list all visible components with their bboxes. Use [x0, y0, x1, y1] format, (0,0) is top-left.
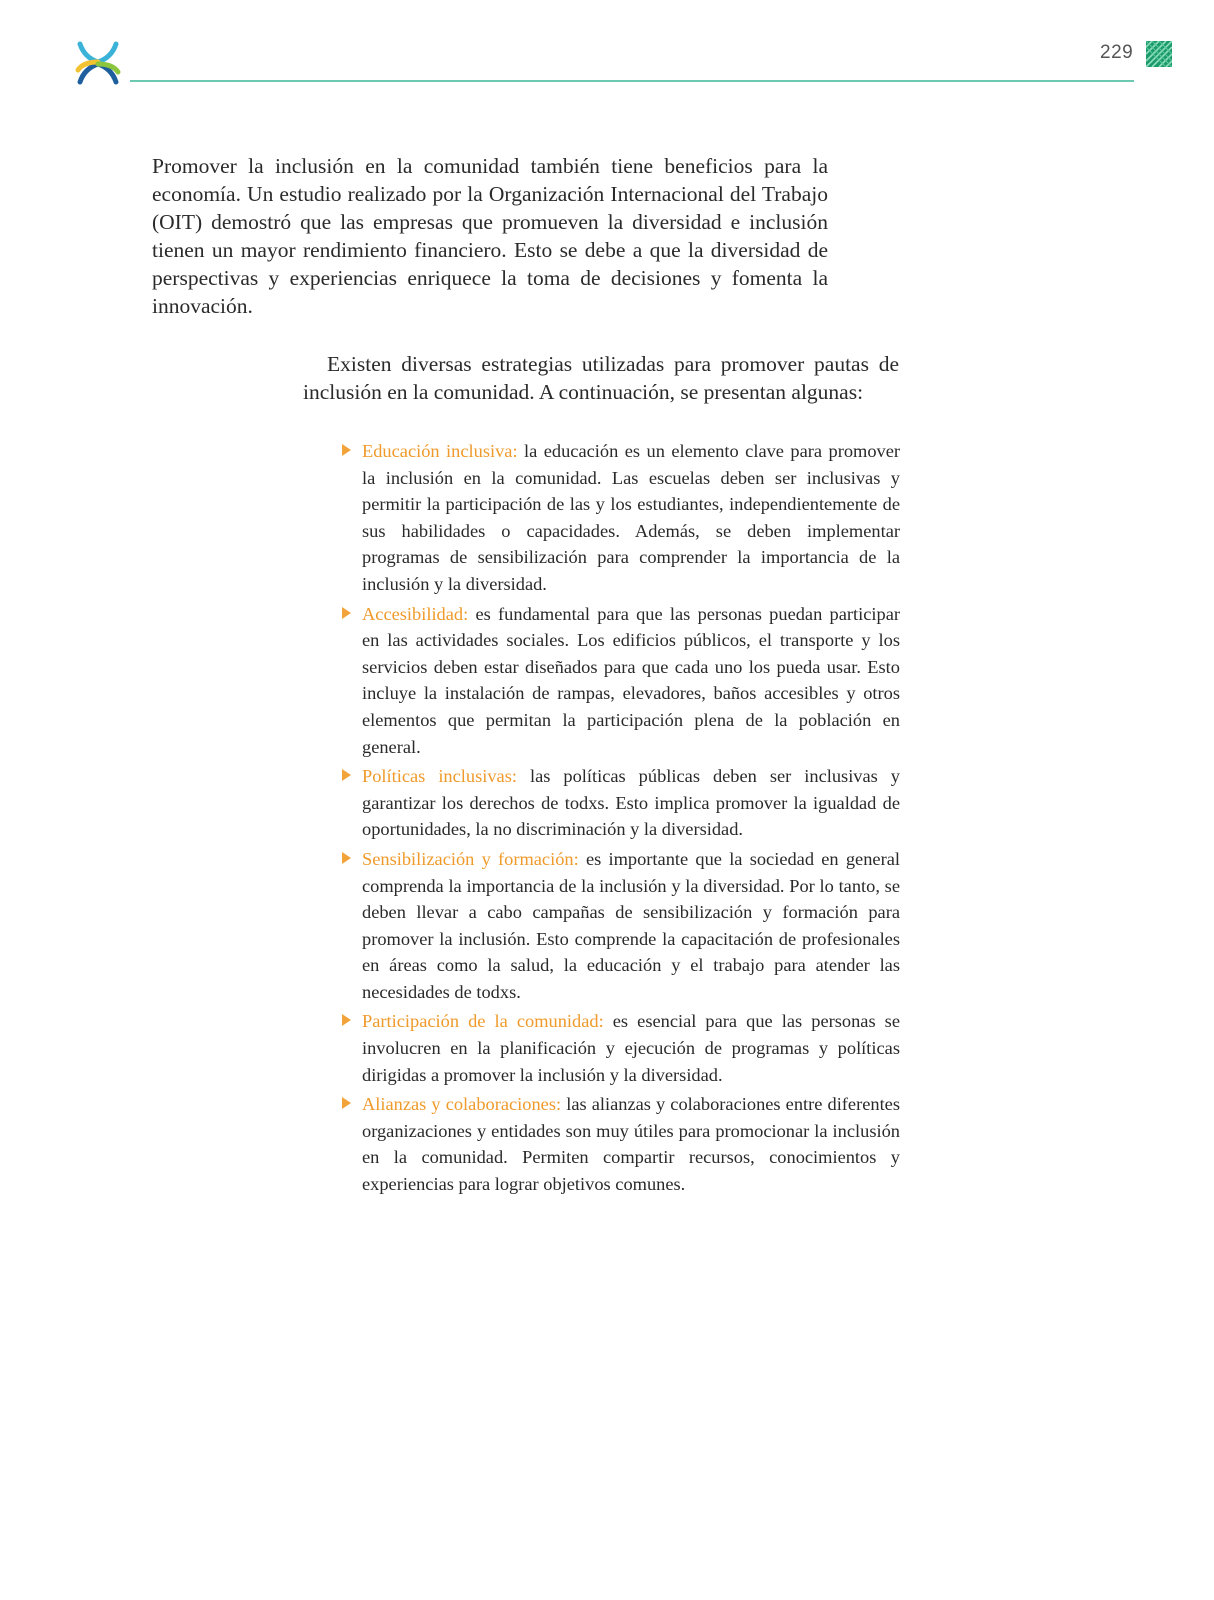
triangle-bullet-icon — [342, 607, 351, 619]
strategy-term: Educación inclusiva: — [362, 441, 518, 461]
strategy-term: Políticas inclusivas: — [362, 766, 517, 787]
triangle-bullet-icon — [342, 444, 351, 456]
intro-paragraph: Promover la inclusión en la comunidad también tiene beneficios para la economía. Un estudio realizado por la Organización Internacional del Trabajo (OIT) demostró que las empresas que promueven la diversidad e inclusión tienen un mayor rendimiento financiero. Esto se debe a que la diversidad de perspectivas y experiencias enriquece la toma de decisiones y fomenta la innovación. — [152, 154, 828, 318]
strategy-item — [340, 763, 900, 843]
triangle-bullet-icon — [342, 769, 351, 781]
triangle-bullet-icon — [342, 852, 351, 864]
strategy-term: Sensibilización y formación: — [362, 848, 579, 869]
page-number: 229 — [1100, 42, 1134, 63]
strategy-item — [340, 601, 900, 761]
green-pattern-icon — [1146, 41, 1172, 67]
triangle-bullet-icon — [342, 1014, 351, 1026]
strategy-text: las políticas públicas deben ser inclusivas y garantizar los derechos de todxs. Esto implica promover la igualdad de oportunidades, la no discriminación y la diversidad. — [362, 766, 900, 840]
strategy-term: Accesibilidad: — [362, 603, 469, 624]
strategy-list — [340, 438, 900, 1201]
strategies-intro-paragraph: Existen diversas estrategias utilizadas para promover pautas de inclusión en la comunidad. A continuación, se presentan algunas: — [303, 352, 899, 404]
strategy-item — [340, 1091, 900, 1197]
triangle-bullet-icon — [342, 1097, 351, 1109]
strategy-item — [340, 846, 900, 1006]
header-divider — [130, 80, 1134, 82]
strategy-item — [340, 1008, 900, 1088]
strategy-text: es importante que la sociedad en general comprenda la importancia de la inclusión y la diversidad. Por lo tanto, se deben llevar a cabo campañas de sensibilización y formación para promover la inclusión. Esto comprende la capacitación de profesionales en áreas como la salud, la educación y el trabajo para atender las necesidades de todxs. — [362, 848, 900, 1002]
strategy-term: Alianzas y colaboraciones: — [362, 1094, 562, 1115]
strategy-text: es fundamental para que las personas puedan participar en las actividades sociales. Los edificios públicos, el transporte y los servicios deben estar diseñados para que cada uno los pueda usar. Esto incluye la instalación de rampas, elevadores, baños accesibles y otros elementos que permitan la participación plena de la población en general. — [362, 603, 900, 757]
strategy-item — [340, 438, 900, 598]
inclusion-knot-logo-icon — [74, 40, 122, 86]
strategy-text: las alianzas y colaboraciones entre diferentes organizaciones y entidades son muy útiles para promocionar la inclusión en la comunidad. Permiten compartir recursos, conocimientos y experiencias para lograr objetivos comunes. — [362, 1094, 900, 1195]
strategy-term: Participación de la comunidad: — [362, 1011, 604, 1032]
strategy-text: es esencial para que las personas se involucren en la planificación y ejecución de programas y políticas dirigidas a promover la inclusión y la diversidad. — [362, 1011, 900, 1085]
strategy-text: la educación es un elemento clave para promover la inclusión en la comunidad. Las escuelas deben ser inclusivas y permitir la participación de las y los estudiantes, independientemente de sus habilidades o capacidades. Además, se deben implementar programas de sensibilización para comprender la importancia de la inclusión y la diversidad. — [362, 441, 901, 594]
